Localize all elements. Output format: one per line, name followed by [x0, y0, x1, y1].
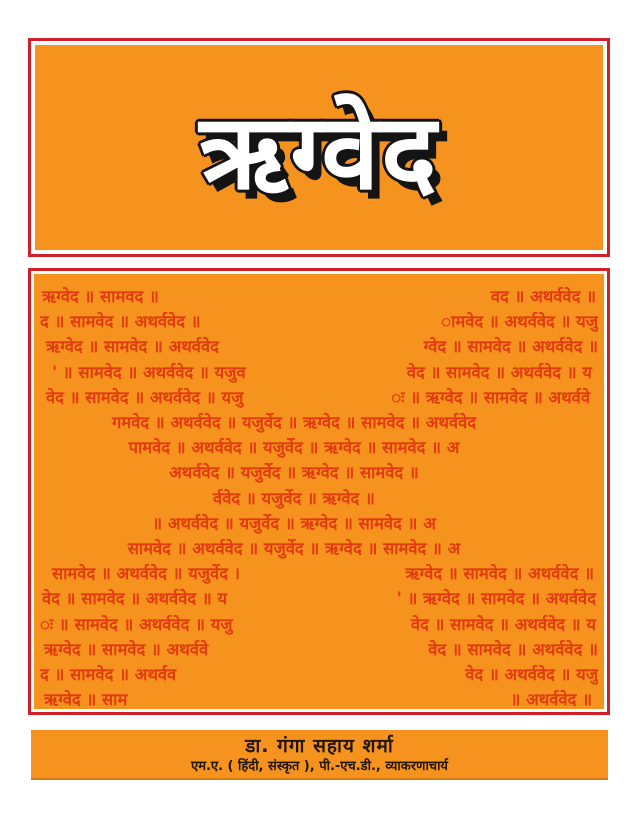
pattern-line-1	[40, 283, 598, 308]
pattern-text-center: सामवेद ॥ अथर्ववेद ॥ यजुर्वेद ॥ ऋग्वेद ॥ सामवेद ॥ अ	[127, 538, 461, 558]
pattern-line-10	[40, 510, 598, 535]
pattern-text-left: वेद ॥ सामवेद ॥ अथर्ववेद ॥ य	[42, 589, 228, 609]
pattern-text-center: गमवेद ॥ अथर्ववेद ॥ यजुर्वेद ॥ ऋग्वेद ॥ सामवेद ॥ अथर्ववेद	[111, 413, 477, 433]
title-box-field	[35, 45, 603, 250]
pattern-line-14	[40, 610, 598, 635]
pattern-text-left: द ॥ सामवेद ॥ अथर्ववेद ॥	[40, 312, 201, 332]
pattern-line-11	[40, 535, 598, 560]
pattern-text-right: वेद ॥ सामवेद ॥ अथर्ववेद ॥	[428, 639, 598, 659]
pattern-text-right: ' ॥ ऋग्वेद ॥ सामवेद ॥ अथर्ववेद	[396, 589, 596, 609]
pattern-text-center: पामवेद ॥ अथर्ववेद ॥ यजुर्वेद ॥ ऋग्वेद ॥ सामवेद ॥ अ	[128, 438, 460, 458]
pattern-line-13	[40, 585, 598, 610]
pattern-text-left: सामवेद ॥ अथर्ववेद ॥ यजुर्वेद ।	[52, 564, 240, 584]
pattern-line-4	[40, 359, 598, 384]
pattern-text-right: ॥ अथर्ववेद ॥	[510, 690, 592, 709]
pattern-line-15	[40, 636, 598, 661]
author-name: डा. गंगा सहाय शर्मा	[245, 735, 394, 757]
author-credentials: एम.ए. ( हिंदी, संस्कृत ), पी.-एच.डी., व्याकरणाचार्य	[191, 759, 448, 774]
pattern-text-right: वेद ॥ अथर्ववेद ॥ यजु	[465, 664, 598, 684]
pattern-text-left: ऋग्वेद ॥ सामवेद ॥ अथर्ववेद	[46, 337, 219, 357]
pattern-text-left: वेद ॥ सामवेद ॥ अथर्ववेद ॥ यजु	[46, 387, 244, 407]
pattern-line-17	[40, 686, 598, 709]
book-title: ऋग्वेद	[199, 90, 439, 213]
pattern-text-right: वद ॥ अथर्ववेद ॥	[490, 287, 596, 307]
pattern-text-left: द ॥ सामवेद ॥ अथर्वव	[40, 664, 177, 684]
pattern-text-center: अथर्ववेद ॥ यजुर्वेद ॥ ऋग्वेद ॥ सामवेद ॥	[169, 463, 419, 483]
title-box	[28, 38, 610, 257]
pattern-text-right: ऋग्वेद ॥ सामवेद ॥ अथर्ववेद ॥	[405, 564, 594, 584]
pattern-text-right: वेद ॥ सामवेद ॥ अथर्ववेद ॥ य	[406, 362, 592, 382]
pattern-line-9	[40, 485, 598, 510]
pattern-text-left: ऋग्वेद ॥ सामवद ॥	[42, 287, 159, 307]
pattern-text-right: ः ॥ ऋग्वेद ॥ सामवेद ॥ अथर्ववे	[391, 387, 590, 407]
pattern-line-12	[40, 560, 598, 585]
pattern-line-2	[40, 308, 598, 333]
pattern-text-right: ामवेद ॥ अथर्ववेद ॥ यजु	[441, 312, 598, 332]
pattern-line-3	[40, 333, 598, 358]
pattern-text-center: ॥ अथर्ववेद ॥ यजुर्वेद ॥ ऋग्वेद ॥ सामवेद ॥ अ	[152, 513, 436, 533]
pattern-text-left: ः ॥ सामवेद ॥ अथर्ववेद ॥ यजु	[40, 614, 233, 634]
pattern-line-7	[40, 434, 598, 459]
pattern-line-5	[40, 384, 598, 409]
pattern-text-left: ऋग्वेद ॥ सामवेद ॥ अथर्ववे	[44, 639, 209, 659]
pattern-text-right: वेद ॥ सामवेद ॥ अथर्ववेद ॥ य	[410, 614, 596, 634]
pattern-text-left: ऋग्वेद ॥ साम	[44, 690, 128, 709]
pattern-text-left: ' ॥ सामवेद ॥ अथर्ववेद ॥ यजुव	[52, 362, 246, 382]
pattern-line-8	[40, 459, 598, 484]
pattern-text-center: र्ववेद ॥ यजुर्वेद ॥ ऋग्वेद ॥	[213, 488, 375, 508]
author-strip	[31, 730, 608, 780]
pattern-line-6	[40, 409, 598, 434]
pattern-text-right: ग्वेद ॥ सामवेद ॥ अथर्ववेद ॥	[423, 337, 598, 357]
veda-pattern	[34, 274, 604, 709]
veda-pattern-box	[28, 268, 610, 715]
pattern-line-16	[40, 661, 598, 686]
